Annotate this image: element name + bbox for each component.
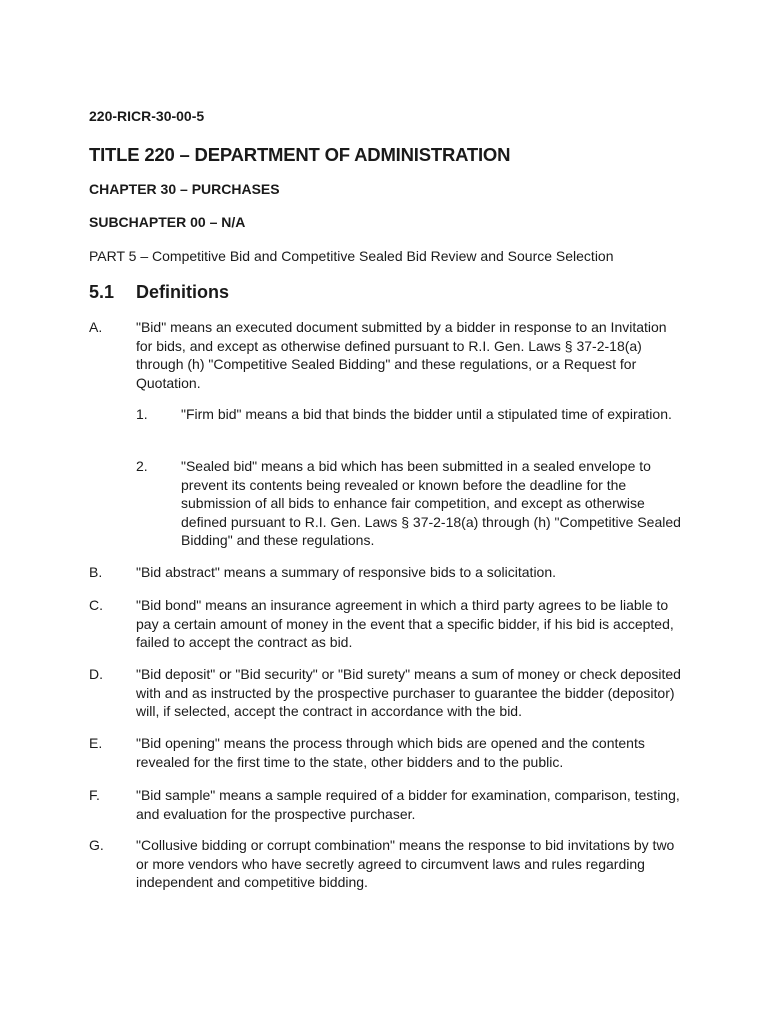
definition-text: "Bid bond" means an insurance agreement in which a third party agrees to be liable to pay a certain amount of money in the event that a specific bidder, if his bid is accepted, failed to accept the contract as bid. [136, 597, 674, 651]
definition-text: "Bid opening" means the process through which bids are opened and the contents revealed for the first time to the state, other bidders and to the public. [136, 735, 645, 770]
subdefinition-label: 1. [136, 406, 148, 422]
definition-text: "Collusive bidding or corrupt combination" means the response to bid invitations by two or more vendors who have secretly agreed to circumvent laws and rules regarding independent and competitive bidding. [136, 837, 675, 891]
definition-label: E. [89, 735, 103, 751]
definition-label: D. [89, 666, 103, 682]
subdefinition-text: "Sealed bid" means a bid which has been submitted in a sealed envelope to prevent its contents being revealed or known before the deadline for the submission of all bids to enhance fair competition, and except as otherwise defined pursuant to R.I. Gen. Laws § 37-2-18(a) through (h) "Competitive Sealed Bidding" and these regulations. [181, 458, 681, 549]
section-title: Definitions [136, 282, 229, 302]
part-heading: PART 5 – Competitive Bid and Competitive Sealed Bid Review and Source Selection [89, 248, 614, 264]
regulation-id: 220-RICR-30-00-5 [89, 108, 205, 124]
subdefinition-text: "Firm bid" means a bid that binds the bidder until a stipulated time of expiration. [181, 406, 672, 422]
definition-label: C. [89, 597, 103, 613]
definition-text: "Bid deposit" or "Bid security" or "Bid surety" means a sum of money or check deposited with and as instructed by the prospective purchaser to guarantee the bidder (depositor) will, if selected, accept the contract in accordance with the bid. [136, 666, 681, 720]
definition-label: A. [89, 319, 103, 335]
chapter-heading: CHAPTER 30 – PURCHASES [89, 181, 280, 197]
definition-label: F. [89, 787, 100, 803]
definition-text: "Bid sample" means a sample required of a bidder for examination, comparison, testing, and evaluation for the prospective purchaser. [136, 787, 680, 822]
subchapter-heading: SUBCHAPTER 00 – N/A [89, 214, 246, 230]
definition-label: G. [89, 837, 104, 853]
page-title: TITLE 220 – DEPARTMENT OF ADMINISTRATION [89, 144, 511, 165]
definition-text: "Bid abstract" means a summary of responsive bids to a solicitation. [136, 564, 557, 580]
section-number: 5.1 [89, 282, 115, 302]
definition-text: "Bid" means an executed document submitted by a bidder in response to an Invitation for bids, and except as otherwise defined pursuant to R.I. Gen. Laws § 37-2-18(a) through (h) "Competitive Sealed Bidding" and these regulations, or a Request for Quotation. [136, 319, 667, 391]
subdefinition-label: 2. [136, 458, 148, 474]
definition-label: B. [89, 564, 103, 580]
